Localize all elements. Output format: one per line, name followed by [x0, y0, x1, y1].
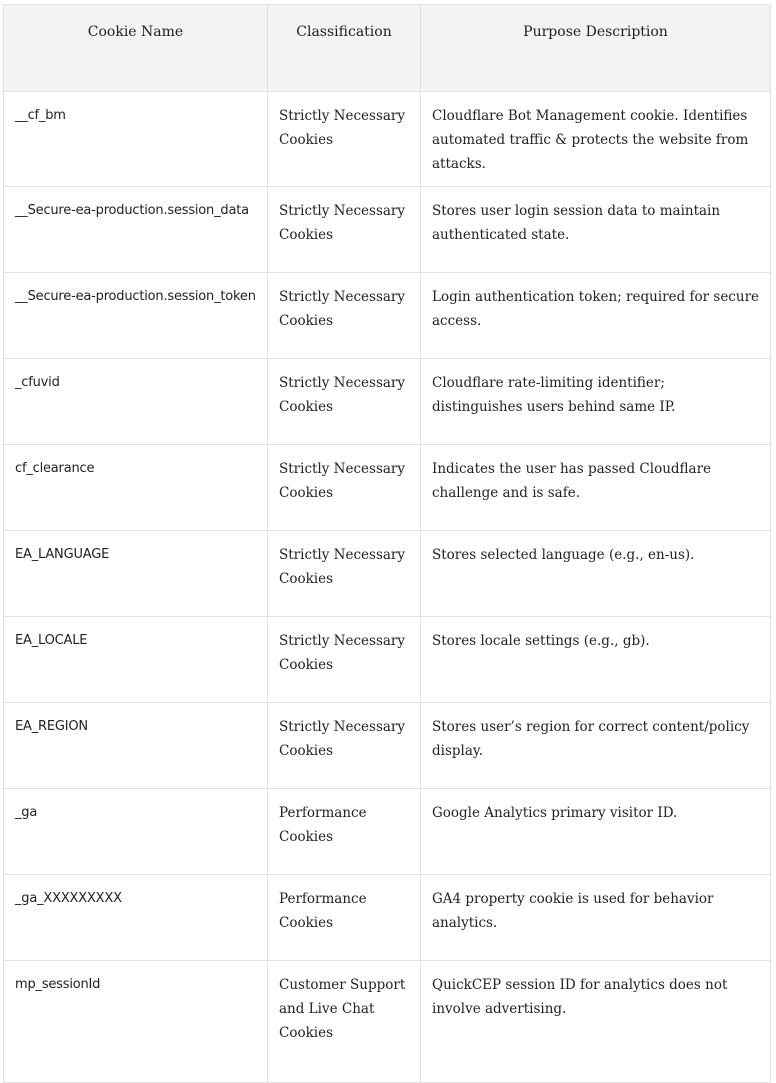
- cookie-name-cell: _ga: [4, 789, 268, 875]
- header-cookie-name: Cookie Name: [4, 5, 268, 92]
- classification-cell: Strictly Necessary Cookies: [268, 187, 421, 273]
- cookie-name-cell: _cfuvid: [4, 359, 268, 445]
- purpose-cell: Stores user login session data to maintain authenticated state.: [421, 187, 771, 273]
- cookie-name-cell: __Secure-ea-production.session_data: [4, 187, 268, 273]
- purpose-cell: GA4 property cookie is used for behavior analytics.: [421, 875, 771, 961]
- purpose-cell: Stores selected language (e.g., en-us).: [421, 531, 771, 617]
- classification-cell: Customer Support and Live Chat Cookies: [268, 961, 421, 1083]
- classification-cell: Performance Cookies: [268, 875, 421, 961]
- table-header: [4, 5, 771, 92]
- cookie-table: [3, 4, 771, 1083]
- table-row: [4, 875, 771, 961]
- purpose-cell: Cloudflare Bot Management cookie. Identifies automated traffic & protects the website from attacks.: [421, 92, 771, 187]
- table-row: [4, 187, 771, 273]
- table-row: [4, 617, 771, 703]
- purpose-cell: Google Analytics primary visitor ID.: [421, 789, 771, 875]
- purpose-cell: Stores user’s region for correct content/policy display.: [421, 703, 771, 789]
- purpose-cell: Cloudflare rate-limiting identifier; distinguishes users behind same IP.: [421, 359, 771, 445]
- table-row: [4, 273, 771, 359]
- classification-cell: Strictly Necessary Cookies: [268, 617, 421, 703]
- classification-cell: Strictly Necessary Cookies: [268, 92, 421, 187]
- classification-cell: Strictly Necessary Cookies: [268, 703, 421, 789]
- table-row: [4, 961, 771, 1083]
- table-row: [4, 445, 771, 531]
- table-body: [4, 92, 771, 1083]
- classification-cell: Strictly Necessary Cookies: [268, 359, 421, 445]
- cookie-table-container: [3, 4, 770, 1083]
- header-purpose-description: Purpose Description: [421, 5, 771, 92]
- cookie-name-cell: _ga_XXXXXXXXX: [4, 875, 268, 961]
- classification-cell: Strictly Necessary Cookies: [268, 273, 421, 359]
- purpose-cell: Login authentication token; required for secure access.: [421, 273, 771, 359]
- table-row: [4, 531, 771, 617]
- table-row: [4, 703, 771, 789]
- table-row: [4, 789, 771, 875]
- purpose-cell: Stores locale settings (e.g., gb).: [421, 617, 771, 703]
- table-row: [4, 359, 771, 445]
- cookie-name-cell: __Secure-ea-production.session_token: [4, 273, 268, 359]
- classification-cell: Strictly Necessary Cookies: [268, 531, 421, 617]
- header-row: [4, 5, 771, 92]
- header-classification: Classification: [268, 5, 421, 92]
- cookie-name-cell: EA_LANGUAGE: [4, 531, 268, 617]
- cookie-name-cell: __cf_bm: [4, 92, 268, 187]
- classification-cell: Strictly Necessary Cookies: [268, 445, 421, 531]
- table-row: [4, 92, 771, 187]
- cookie-name-cell: cf_clearance: [4, 445, 268, 531]
- purpose-cell: QuickCEP session ID for analytics does not involve advertising.: [421, 961, 771, 1083]
- cookie-name-cell: EA_REGION: [4, 703, 268, 789]
- classification-cell: Performance Cookies: [268, 789, 421, 875]
- cookie-name-cell: EA_LOCALE: [4, 617, 268, 703]
- cookie-name-cell: mp_sessionId: [4, 961, 268, 1083]
- purpose-cell: Indicates the user has passed Cloudflare challenge and is safe.: [421, 445, 771, 531]
